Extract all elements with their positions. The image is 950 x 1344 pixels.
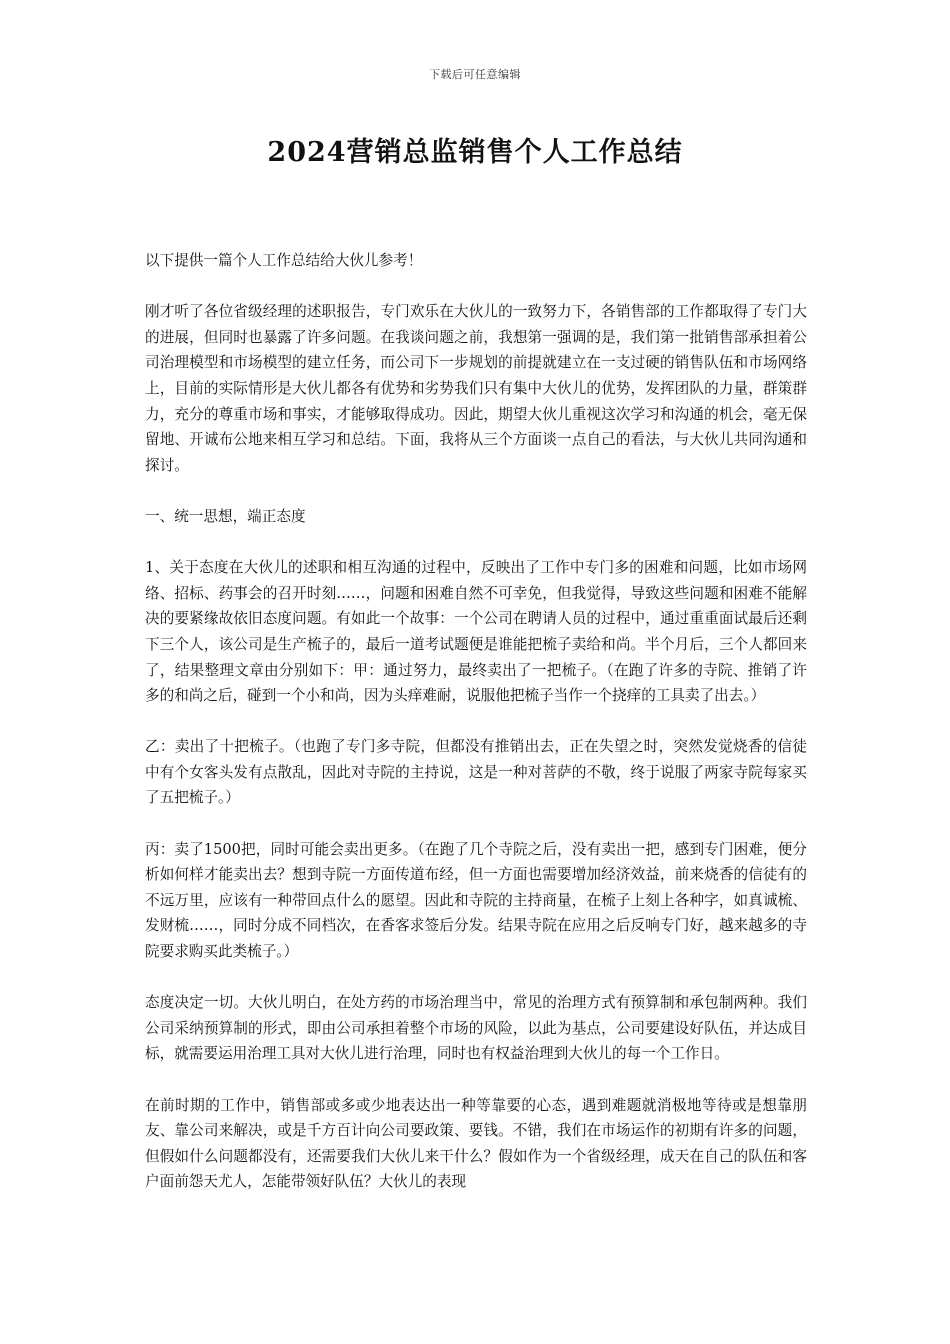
body-paragraph: 刚才听了各位省级经理的述职报告，专门欢乐在大伙儿的一致努力下，各销售部的工作都取得了专门大的进展，但同时也暴露了许多问题。在我谈问题之前，我想第一强调的是，我们第一批销售部承担着公司治理模型和市场模型的建立任务，而公司下一步规划的前提就建立在一支过硬的销售队伍和市场网络上，目前的实际情形是大伙儿都各有优势和劣势我们只有集中大伙儿的优势，发挥团队的力量，群策群力，充分的尊重市场和事实，才能够取得成功。因此，期望大伙儿重视这次学习和沟通的机会，毫无保留地、开诚布公地来相互学习和总结。下面，我将从三个方面谈一点自己的看法，与大伙儿共同沟通和探讨。 [145, 303, 807, 474]
intro-paragraph: 以下提供一篇个人工作总结给大伙儿参考！ [145, 252, 423, 269]
body-paragraph: 1、关于态度在大伙儿的述职和相互沟通的过程中，反映出了工作中专门多的困难和问题，比如市场网络、招标、药事会的召开时刻……，问题和困难自然不可幸免，但我觉得，导致这些问题和困难不能解决的要紧缘故依旧态度问题。有如此一个故事：一个公司在聘请人员的过程中，通过重重面试最后还剩下三个人，该公司是生产梳子的，最后一道考试题便是谁能把梳子卖给和尚。半个月后，三个人都回来了，结果整理文章由分别如下：甲：通过努力，最终卖出了一把梳子。（在跑了许多的寺院、推销了许多的和尚之后，碰到一个小和尚，因为头痒难耐，说服他把梳子当作一个挠痒的工具卖了出去。） [145, 559, 807, 705]
page-header-note: 下载后可任意编辑 [429, 68, 521, 81]
section-heading: 一、统一思想，端正态度 [145, 507, 306, 525]
body-paragraph: 乙：卖出了十把梳子。（也跑了专门多寺院，但都没有推销出去，正在失望之时，突然发觉烧香的信徒中有个女客头发有点散乱，因此对寺院的主持说，这是一种对菩萨的不敬，终于说服了两家寺院每家买了五把梳子。） [145, 738, 807, 807]
document-title: 2024营销总监销售个人工作总结 [267, 137, 683, 168]
body-paragraph: 在前时期的工作中，销售部或多或少地表达出一种等靠要的心态，遇到难题就消极地等待或是想靠朋友、靠公司来解决，或是千方百计向公司要政策、要钱。不错，我们在市场运作的初期有许多的问题，但假如什么问题都没有，还需要我们大伙儿来干什么？假如作为一个省级经理，成天在自己的队伍和客户面前怨天尤人，怎能带领好队伍？大伙儿的表现 [145, 1096, 807, 1191]
document-body [145, 248, 807, 1221]
body-paragraph: 丙：卖了1500把，同时可能会卖出更多。（在跑了几个寺院之后，没有卖出一把，感到专门困难，便分析如何样才能卖出去？想到寺院一方面传道布经，但一方面也需要增加经济效益，前来烧香的信徒有的不远万里，应该有一种带回点什么的愿望。因此和寺院的主持商量，在梳子上刻上各种字，如真诚梳、发财梳……，同时分成不同档次，在香客求签后分发。结果寺院在应用之后反响专门好，越来越多的寺院要求购买此类梳子。） [145, 840, 807, 961]
body-paragraph: 态度决定一切。大伙儿明白，在处方药的市场治理当中，常见的治理方式有预算制和承包制两种。我们公司采纳预算制的形式，即由公司承担着整个市场的风险，以此为基点，公司要建设好队伍，并达成目标，就需要运用治理工具对大伙儿进行治理，同时也有权益治理到大伙儿的每一个工作日。 [145, 994, 807, 1063]
